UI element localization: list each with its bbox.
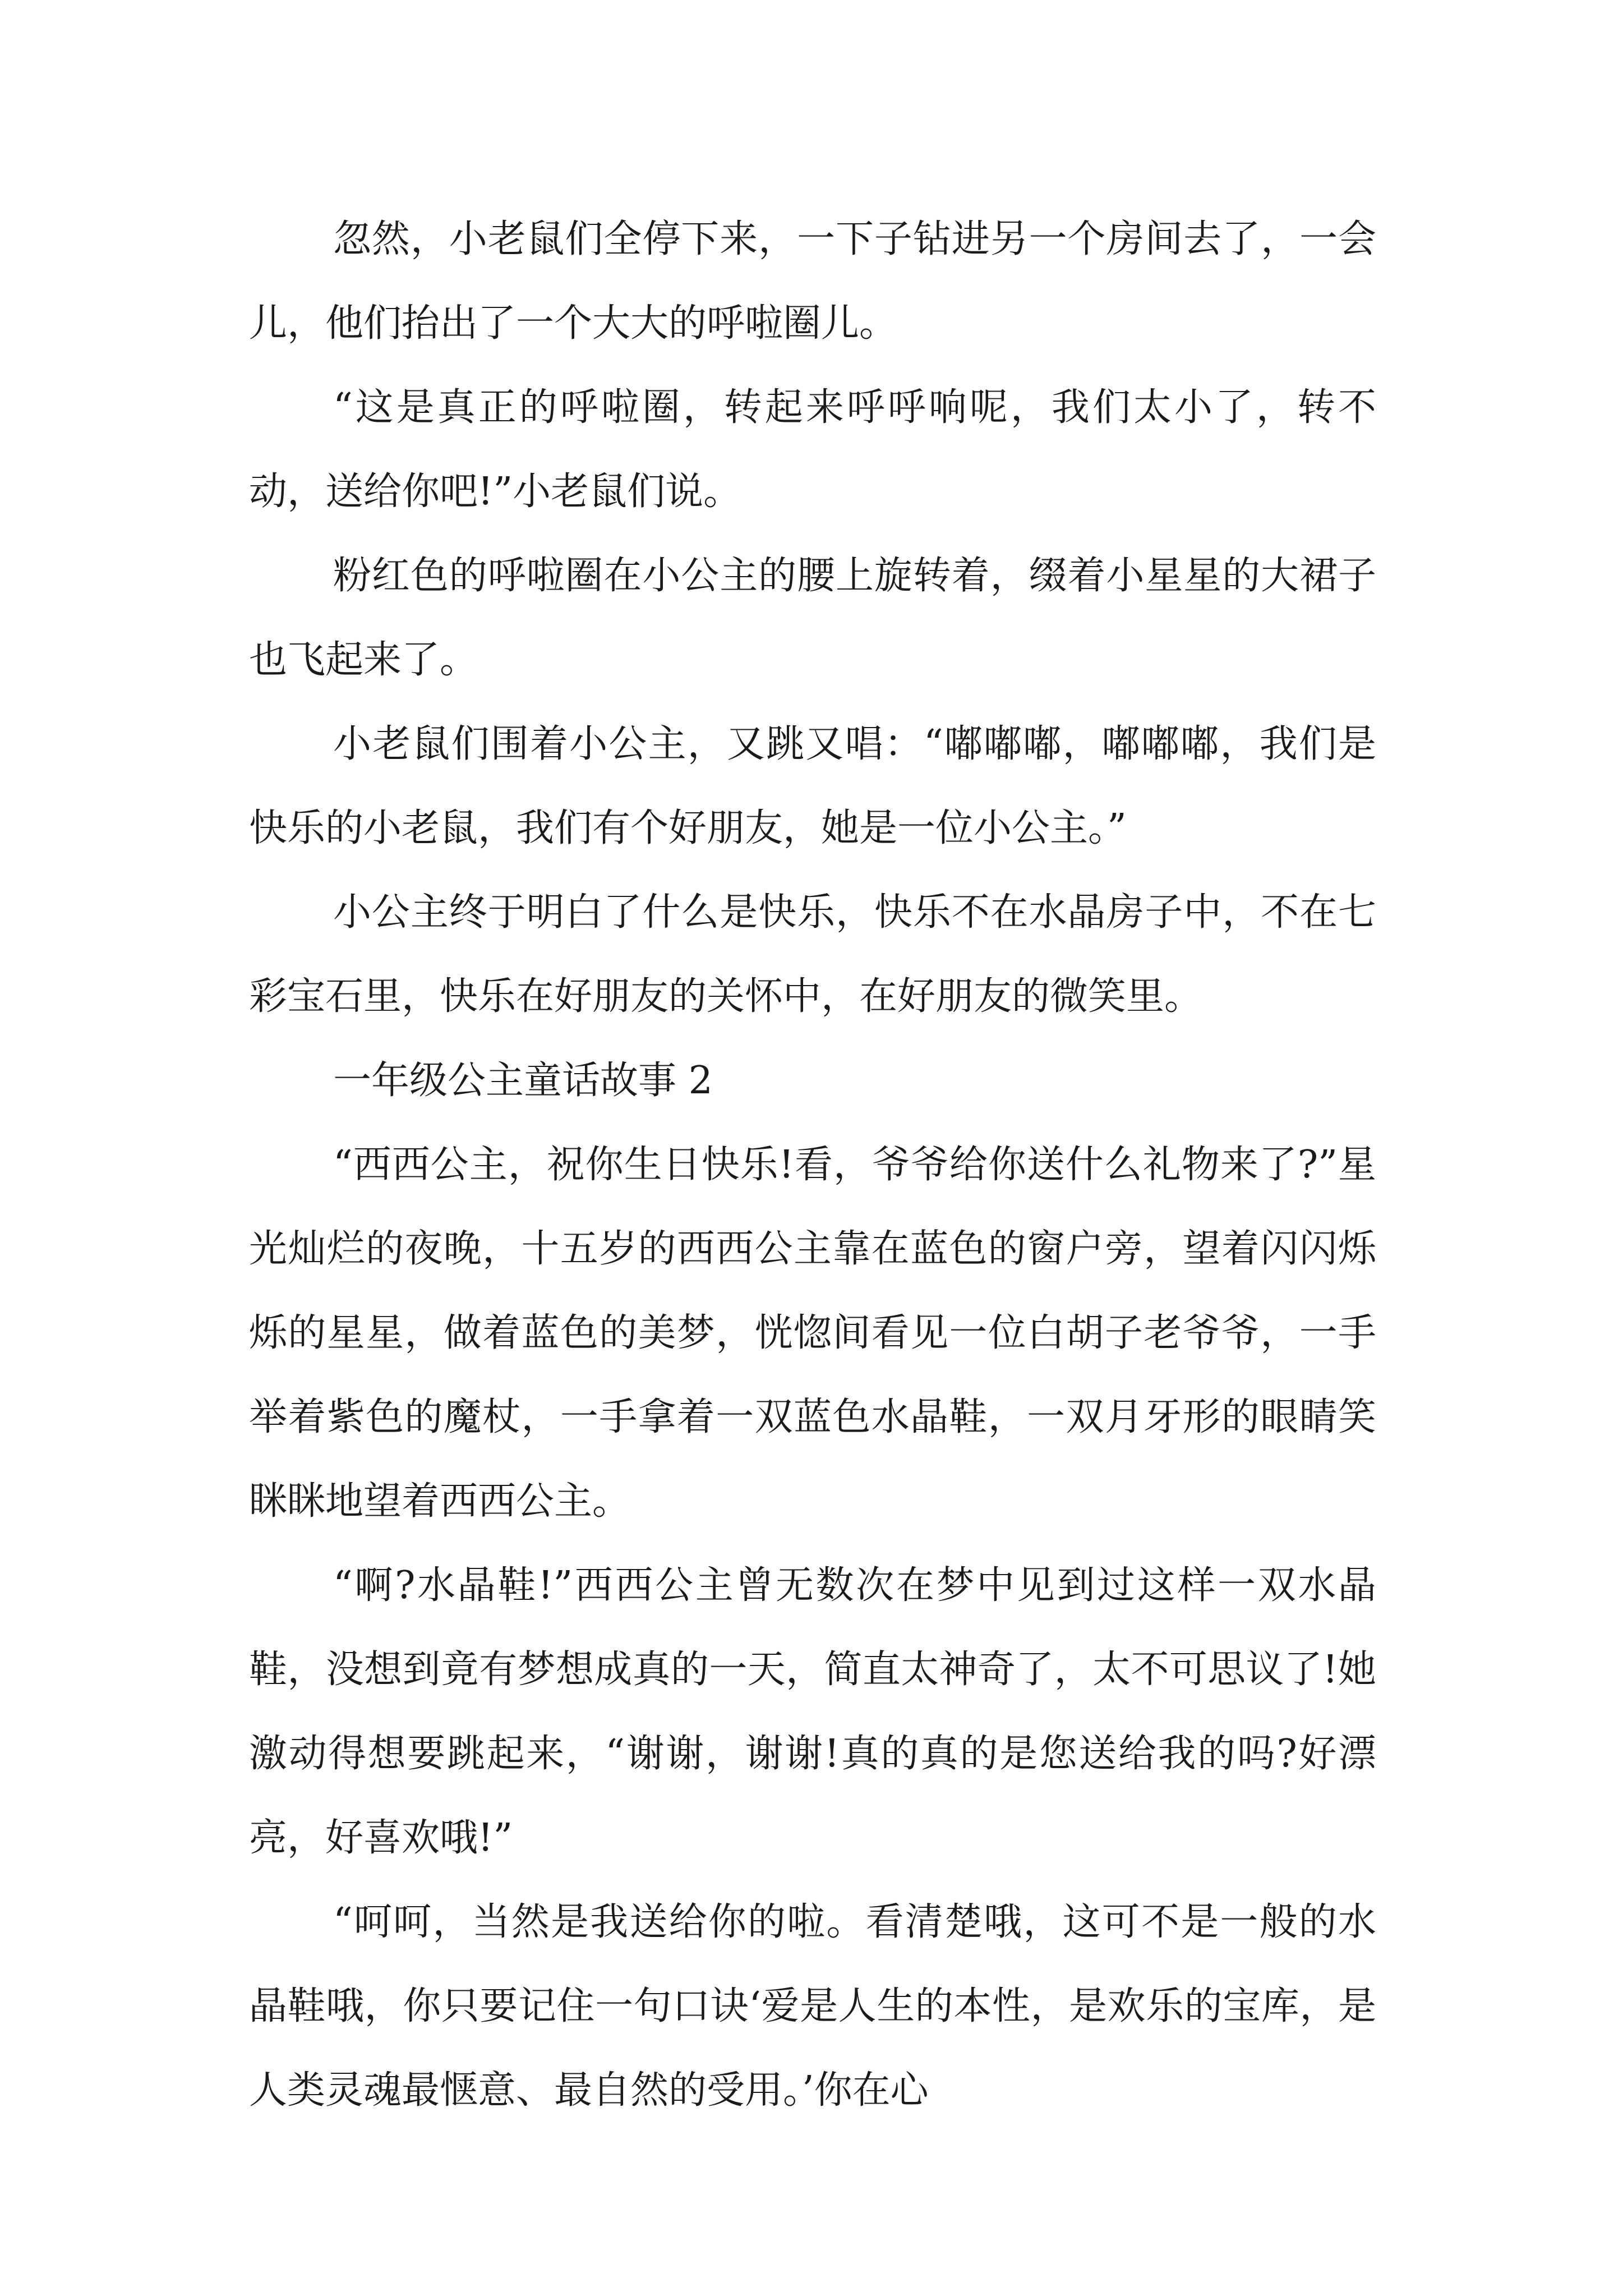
paragraph-3: 粉红色的呼啦圈在小公主的腰上旋转着，缀着小星星的大裙子也飞起来了。 — [249, 554, 1376, 682]
paragraph-1: 忽然，小老鼠们全停下来，一下子钻进另一个房间去了，一会儿，他们抬出了一个大大的呼啦圈儿。 — [249, 217, 1376, 346]
paragraph-8: “呵呵，当然是我送给你的啦。看清楚哦，这可不是一般的水晶鞋哦，你只要记住一句口诀‘爱是人生的本性，是欢乐的宝库，是人类灵魂最惬意、最自然的受用。’你在心 — [249, 1900, 1376, 2113]
paragraph-5: 小公主终于明白了什么是快乐，快乐不在水晶房子中，不在七彩宝石里，快乐在好朋友的关怀中，在好朋友的微笑里。 — [249, 890, 1376, 1019]
paragraph-4: 小老鼠们围着小公主，又跳又唱：“嘟嘟嘟，嘟嘟嘟，我们是快乐的小老鼠，我们有个好朋友，她是一位小公主。” — [249, 722, 1376, 850]
paragraph-7: “啊?水晶鞋!”西西公主曾无数次在梦中见到过这样一双水晶鞋，没想到竟有梦想成真的一天，简直太神奇了，太不可思议了!她激动得想要跳起来，“谢谢，谢谢!真的真的是您送给我的吗?好漂亮，好喜欢哦!” — [249, 1563, 1376, 1860]
story-heading: 一年级公主童话故事 2 — [333, 1059, 713, 1103]
paragraph-2: “这是真正的呼啦圈，转起来呼呼响呢，我们太小了，转不动，送给你吧!”小老鼠们说。 — [249, 385, 1376, 514]
document-body — [249, 197, 1376, 2133]
paragraph-6: “西西公主，祝你生日快乐!看，爷爷给你送什么礼物来了?”星光灿烂的夜晚，十五岁的西西公主靠在蓝色的窗户旁，望着闪闪烁烁的星星，做着蓝色的美梦，恍惚间看见一位白胡子老爷爷，一手举着紫色的魔杖，一手拿着一双蓝色水晶鞋，一双月牙形的眼睛笑眯眯地望着西西公主。 — [249, 1143, 1376, 1524]
